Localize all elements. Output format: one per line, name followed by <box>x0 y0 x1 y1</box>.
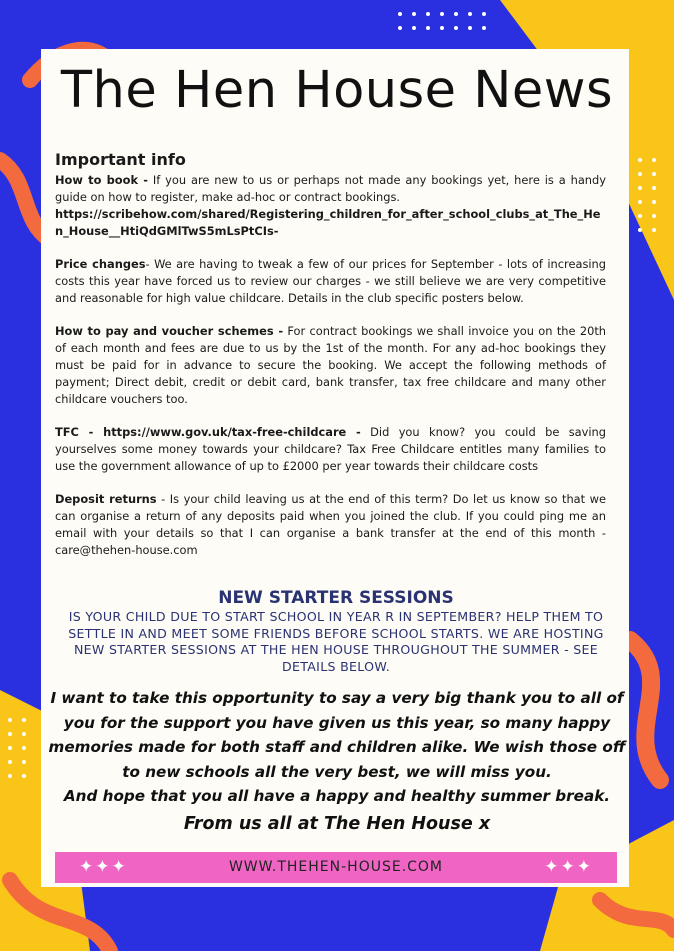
sign-off: From us all at The Hen House x <box>183 813 491 834</box>
how-to-book-text: If you are new to us or perhaps not made any bookings yet, here is a handy guide on how to register, make ad-hoc or contract bookings. <box>55 173 606 204</box>
deposit-text: - Is your child leaving us at the end of this term? Do let us know so that we can organise a return of any deposits paid when you joined the club. If you could ping me an email with your details so that I can organise a bank transfer at the end of this month - care@thehen-house.com <box>55 492 606 557</box>
payment-paragraph <box>55 323 606 408</box>
summer-wish: And hope that you all have a happy and healthy summer break. <box>63 787 611 806</box>
payment-text: For contract bookings we shall invoice you on the 20th of each month and fees are due to us by the 1st of the month. For any ad-hoc bookings they must be paid for in advance to secure the booking. We accept the following methods of payment; Direct debit, credit or debit card, bank transfer, tax free childcare and many other childcare vouchers too. <box>55 324 607 406</box>
deposit-paragraph <box>55 491 606 559</box>
website-link[interactable]: WWW.THEHEN-HOUSE.COM <box>228 859 444 875</box>
new-starter-text: IS YOUR CHILD DUE TO START SCHOOL IN YEAR R IN SEPTEMBER? HELP THEM TO SETTLE IN AND MEET SOME FRIENDS BEFORE SCHOOL STARTS. WE ARE HOSTING NEW STARTER SESSIONS AT THE HEN HOUSE THROUGHOUT THE SUMMER - SEE DETAILS BELOW. <box>68 609 604 674</box>
thank-you-section <box>47 686 627 837</box>
thank-you-message: I want to take this opportunity to say a very big thank you to all of you for the support you have given us this year, so many happy memories made for both staff and children alike. We wish those off to new schools all the very best, we will miss you. <box>48 689 626 781</box>
deposit-label: Deposit returns <box>55 492 157 506</box>
price-changes-text: - We are having to tweak a few of our prices for September - lots of increasing costs this year have forced us to review our charges - we still believe we are very competitive and reasonable for high value childcare. Details in the club specific posters below. <box>55 257 606 305</box>
sparkle-icon: ✦✦✦ <box>544 857 593 877</box>
new-starter-title: NEW STARTER SESSIONS <box>218 588 454 608</box>
payment-label: How to pay and voucher schemes - <box>55 324 284 338</box>
how-to-book-paragraph <box>55 172 606 206</box>
tfc-text: Did you know? you could be saving yourselves some money towards your childcare? Tax Free Childcare entitles many families to use the government allowance of up to £2000 per year towards their childcare costs <box>55 425 606 473</box>
new-starter-section <box>55 587 617 675</box>
sparkle-icon: ✦✦✦ <box>79 857 128 877</box>
footer-bar <box>55 852 617 883</box>
how-to-book-label: How to book - <box>55 173 148 187</box>
price-changes-label: Price changes <box>55 257 146 271</box>
important-info-section <box>55 150 606 559</box>
price-changes-paragraph <box>55 256 606 307</box>
how-to-book-link[interactable]: https://scribehow.com/shared/Registering_children_for_after_school_clubs_at_The_Hen_House__HtiQdGMlTwS5mLsPtCIs- <box>55 207 601 238</box>
tfc-link[interactable]: TFC - https://www.gov.uk/tax-free-childcare - <box>55 425 361 439</box>
page-title: The Hen House News <box>60 61 614 120</box>
tfc-paragraph <box>55 424 606 475</box>
important-info-heading: Important info <box>55 150 186 169</box>
